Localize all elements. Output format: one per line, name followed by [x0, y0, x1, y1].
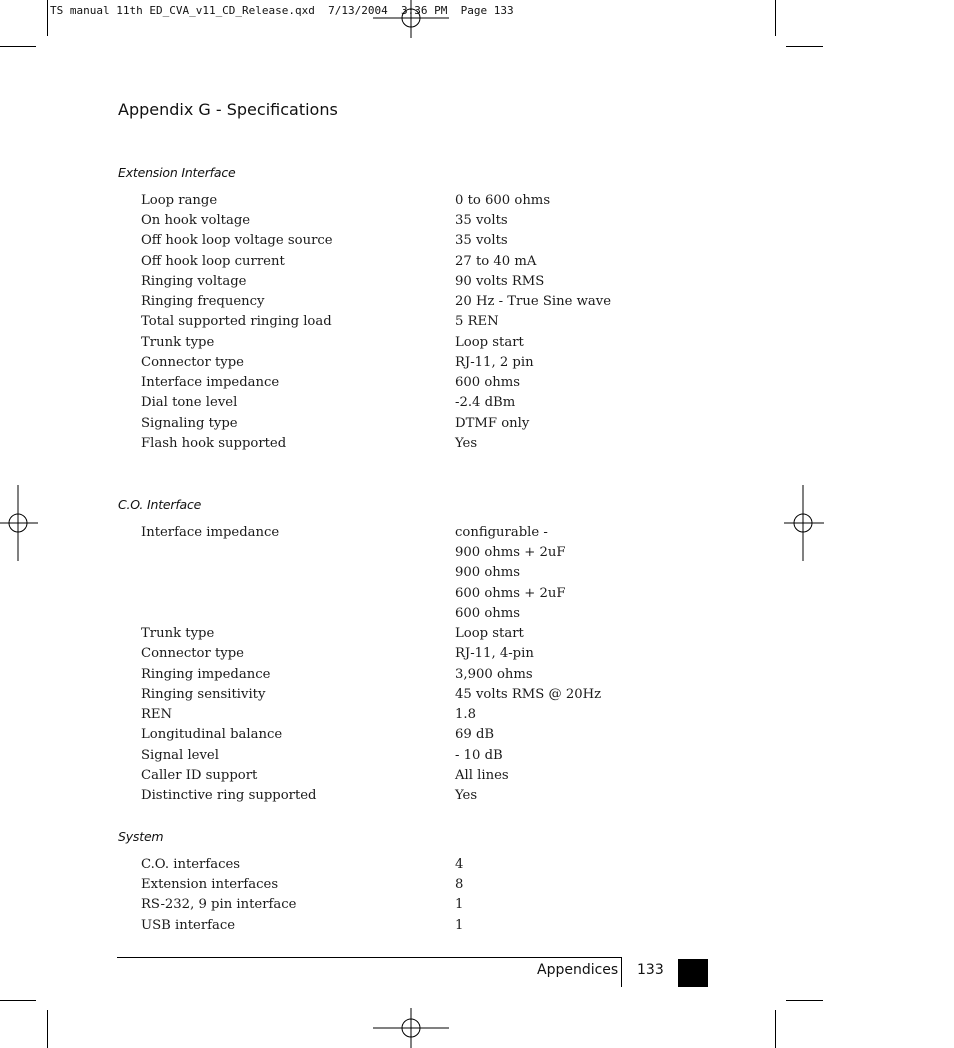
registration-mark-top-icon [373, 0, 449, 40]
spec-value: 1 [455, 897, 464, 912]
spec-value: 3,900 ohms [455, 667, 533, 682]
spec-row [141, 373, 641, 393]
spec-label: Interface impedance [141, 375, 280, 390]
spec-label: Trunk type [141, 626, 215, 641]
spec-value: configurable - [455, 525, 548, 540]
spec-label: Connector type [141, 355, 244, 370]
spec-value: 1 [455, 918, 464, 933]
section-heading-co-interface: C.O. Interface [118, 497, 202, 512]
spec-value: 90 volts RMS [455, 274, 545, 289]
spec-value: RJ-11, 2 pin [455, 355, 534, 370]
spec-value: 600 ohms + 2uF [455, 586, 566, 601]
spec-row [141, 584, 641, 604]
spec-row [141, 333, 641, 353]
spec-label: Extension interfaces [141, 877, 279, 892]
spec-label: Total supported ringing load [141, 314, 332, 329]
spec-value: 45 volts RMS @ 20Hz [455, 687, 602, 702]
registration-mark-right-icon [784, 485, 824, 561]
spec-label: REN [141, 707, 173, 722]
spec-label: Ringing sensitivity [141, 687, 266, 702]
spec-row [141, 393, 641, 413]
spec-value: All lines [455, 768, 509, 783]
spec-value: 20 Hz - True Sine wave [455, 294, 611, 309]
spec-row [141, 644, 641, 664]
spec-label: Trunk type [141, 335, 215, 350]
spec-value: RJ-11, 4-pin [455, 646, 534, 661]
spec-label: Loop range [141, 193, 218, 208]
spec-row [141, 604, 641, 624]
spec-label: Off hook loop voltage source [141, 233, 333, 248]
spec-label: Off hook loop current [141, 254, 285, 269]
spec-label: Distinctive ring supported [141, 788, 317, 803]
footer-separator [621, 957, 622, 987]
spec-row [141, 434, 641, 454]
spec-label: Caller ID support [141, 768, 258, 783]
spec-row [141, 705, 641, 725]
spec-row [141, 312, 641, 332]
spec-value: 600 ohms [455, 606, 521, 621]
spec-label: Interface impedance [141, 525, 280, 540]
registration-mark-bottom-icon [373, 1008, 449, 1048]
spec-row [141, 746, 641, 766]
spec-row [141, 353, 641, 373]
spec-value: 0 to 600 ohms [455, 193, 551, 208]
spec-label: Flash hook supported [141, 436, 287, 451]
spec-row [141, 685, 641, 705]
spec-row [141, 272, 641, 292]
spec-row [141, 292, 641, 312]
spec-label: Dial tone level [141, 395, 238, 410]
section-heading-extension-interface: Extension Interface [118, 165, 236, 180]
page-number: 133 [637, 962, 664, 978]
spec-label: Signal level [141, 748, 219, 763]
spec-value: Loop start [455, 335, 524, 350]
spec-value: 1.8 [455, 707, 476, 722]
spec-label: Ringing impedance [141, 667, 271, 682]
spec-row [141, 916, 641, 936]
spec-value: 900 ohms [455, 565, 521, 580]
section-heading-system: System [118, 829, 164, 844]
spec-row [141, 624, 641, 644]
spec-row [141, 231, 641, 251]
spec-value: Yes [455, 788, 478, 803]
spec-row [141, 211, 641, 231]
page-title: Appendix G - Specifications [118, 100, 338, 119]
spec-value: 27 to 40 mA [455, 254, 537, 269]
spec-row [141, 855, 641, 875]
spec-value: 35 volts [455, 213, 508, 228]
spec-value: 8 [455, 877, 464, 892]
spec-row [141, 665, 641, 685]
spec-row [141, 786, 641, 806]
spec-label: On hook voltage [141, 213, 251, 228]
spec-value: 5 REN [455, 314, 499, 329]
spec-value: 69 dB [455, 727, 495, 742]
spec-row [141, 895, 641, 915]
spec-row [141, 252, 641, 272]
footer-rule [117, 957, 622, 958]
spec-label: Ringing frequency [141, 294, 265, 309]
spec-value: DTMF only [455, 416, 530, 431]
spec-row [141, 875, 641, 895]
spec-row [141, 414, 641, 434]
print-slug: TS manual 11th ED_CVA_v11_CD_Release.qxd 7/13/2004 3:36 PM Page 133 [50, 4, 514, 17]
spec-label: Longitudinal balance [141, 727, 283, 742]
spec-row [141, 191, 641, 211]
spec-value: 35 volts [455, 233, 508, 248]
spec-label: C.O. interfaces [141, 857, 241, 872]
spec-row [141, 563, 641, 583]
spec-value: Yes [455, 436, 478, 451]
spec-row [141, 725, 641, 745]
spec-label: Ringing voltage [141, 274, 247, 289]
spec-row [141, 543, 641, 563]
spec-value: 600 ohms [455, 375, 521, 390]
spec-label: Signaling type [141, 416, 238, 431]
spec-value: Loop start [455, 626, 524, 641]
page-tab-marker [678, 959, 708, 987]
spec-label: USB interface [141, 918, 236, 933]
footer-section-label: Appendices [537, 962, 619, 978]
registration-mark-left-icon [0, 485, 40, 561]
spec-value: - 10 dB [455, 748, 503, 763]
spec-row [141, 766, 641, 786]
spec-value: -2.4 dBm [455, 395, 516, 410]
spec-label: Connector type [141, 646, 244, 661]
spec-row [141, 523, 641, 543]
spec-label: RS-232, 9 pin interface [141, 897, 297, 912]
spec-value: 4 [455, 857, 464, 872]
spec-value: 900 ohms + 2uF [455, 545, 566, 560]
